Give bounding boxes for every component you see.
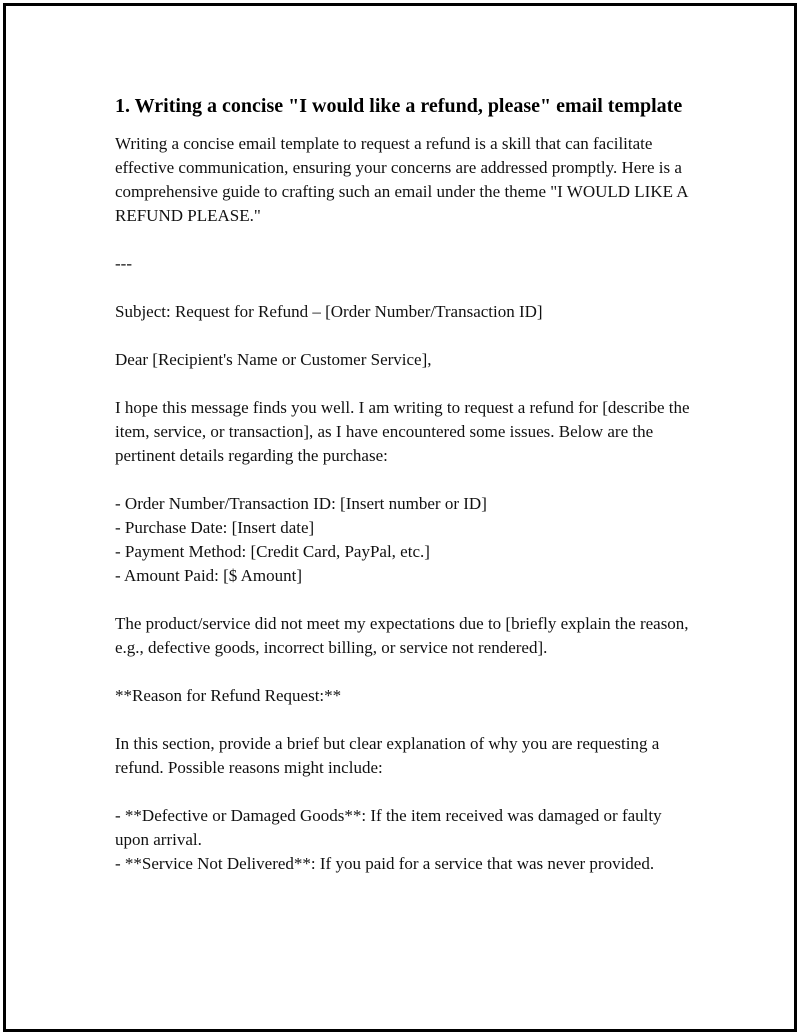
intro-paragraph: Writing a concise email template to request a refund is a skill that can facilitate effective communication, ensuring your concerns are addressed promptly. Here is a comprehensive guide to crafting such an email under the theme "I WOULD LIKE A REFUND PLEASE." [115, 134, 688, 225]
purchase-details [115, 492, 695, 588]
email-greeting: Dear [Recipient's Name or Customer Service], [115, 350, 432, 369]
detail-payment-method: - Payment Method: [Credit Card, PayPal, etc.] [115, 542, 430, 561]
detail-order-number: - Order Number/Transaction ID: [Insert number or ID] [115, 494, 487, 513]
detail-purchase-date: - Purchase Date: [Insert date] [115, 518, 315, 537]
reason-service-not-delivered: - **Service Not Delivered**: If you paid for a service that was never provided. [115, 854, 655, 873]
document-heading: 1. Writing a concise "I would like a refund, please" email template [115, 95, 683, 117]
reasons-list [115, 804, 695, 876]
detail-amount-paid: - Amount Paid: [$ Amount] [115, 566, 302, 585]
reason-intro: In this section, provide a brief but clear explanation of why you are requesting a refund. Possible reasons might include: [115, 734, 660, 777]
email-subject: Subject: Request for Refund – [Order Number/Transaction ID] [115, 302, 543, 321]
reason-defective-goods: - **Defective or Damaged Goods**: If the item received was damaged or faulty upon arrival. [115, 806, 662, 849]
email-opening: I hope this message finds you well. I am writing to request a refund for [describe the item, service, or transaction], as I have encountered some issues. Below are the pertinent details regarding the purchase: [115, 398, 690, 465]
document-body [115, 92, 695, 900]
reason-heading: **Reason for Refund Request:** [115, 686, 342, 705]
expectation-paragraph: The product/service did not meet my expectations due to [briefly explain the reason, e.g., defective goods, incorrect billing, or service not rendered]. [115, 614, 689, 657]
separator: --- [115, 254, 132, 273]
